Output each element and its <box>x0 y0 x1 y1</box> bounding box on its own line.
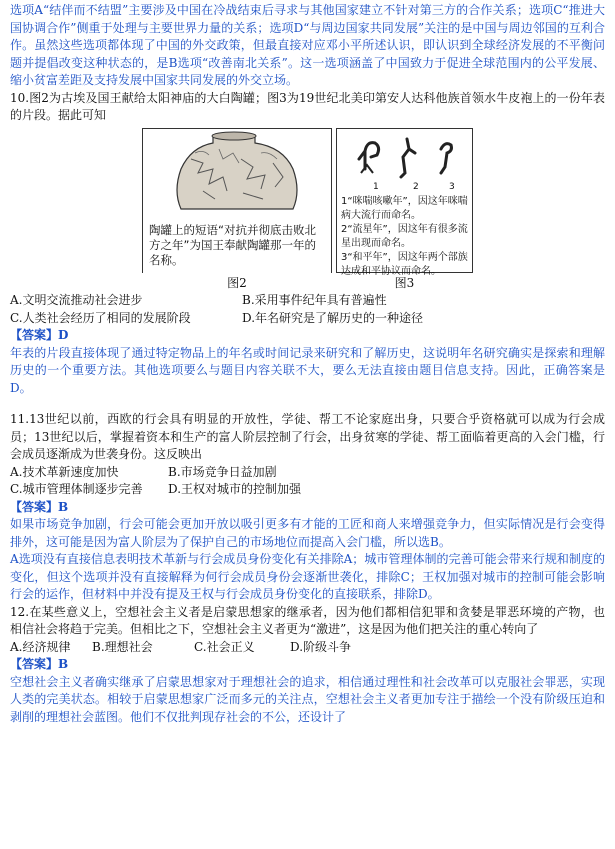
option-c: C.城市管理体制逐步完善 <box>10 482 143 496</box>
q10-figures <box>10 128 605 277</box>
q12-stem: 12.在某些意义上，空想社会主义者是启蒙思想家的继承者，因为他们都相信犯罪和贪婪是罪恶环境的产物，也相信社会将趋于完美。但相比之下，空想社会主义者更为“激进”，这是因为他们把关注的重心转向了 <box>10 604 605 636</box>
figure-3-caption: 图3 <box>394 275 415 290</box>
option-a: A.经济规律 <box>10 639 71 654</box>
glyph-number: 3 <box>449 181 455 192</box>
q10-stem: 10.图2为古埃及国王献给太阳神庙的大白陶罐；图3为19世纪北美印第安人达科他族首领水牛皮袍上的一份年表的片段。据此可知 <box>10 90 605 122</box>
option-c: C.社会正义 <box>194 639 255 654</box>
figure-2-description: 陶罐上的短语“对抗并彻底击败北方之年”为国王奉献陶罐那一年的名称。 <box>143 223 331 268</box>
legend-item: 2“流星年”，因这年有很多流星出现而命名。 <box>341 223 468 249</box>
figure-2-jar <box>142 128 332 273</box>
glyph-number: 2 <box>413 181 419 192</box>
legend-item: 3“和平年”，因这年两个部族达成和平协议而命名。 <box>341 251 468 277</box>
option-b: B.市场竞争日益加剧 <box>168 464 277 479</box>
intro-explanation: 选项A“结伴而不结盟”主要涉及中国在冷战结束后寻求与其他国家建立不针对第三方的合作关系；选项C“推进大国协调合作”侧重于处理与主要世界力量的关系；选项D“与周边国家共同发展”关注的是中国与周边邻国的互利合作。虽然这些选项都体现了中国的外交政策，但最直接对应邓小平所述认识，即认识到全球经济发展的不平衡问题并提倡改变这种状态的，是B选项“改善南北关系”。这一选项涵盖了中国致力于促进全球范围内的公平发展、缩小贫富差距及支持发展中国家共同发展的外交立场。 <box>10 3 605 87</box>
q10-explanation: 年表的片段直接体现了通过特定物品上的年名或时间记录来研究和了解历史，这说明年名研究确实是探索和理解历史的一个重要方法。其他选项要么与题目内容关联不大，要么无法直接由题目信息支持。因此，正确答案是D。 <box>10 345 605 395</box>
option-b: B.采用事件纪年具有普遍性 <box>242 293 387 307</box>
q12-options <box>10 639 605 657</box>
option-c: C.人类社会经历了相同的发展阶段 <box>10 310 191 325</box>
option-b: B.理想社会 <box>92 639 153 654</box>
q11-explanation-1: 如果市场竞争加剧，行会可能会更加开放以吸引更多有才能的工匠和商人来增强竞争力，但实际情况是行会变得排外，这可能是因为富人阶层为了保护自己的市场地位而提高入会门槛，所以选B。 <box>10 517 605 549</box>
figure-3-winter-count <box>336 128 473 277</box>
q11-explanation-2: A选项没有直接信息表明技术革新与行会成员身份变化有关排除A；城市管理体制的完善可能会带来行规和制度的变化，但这个选项并没有直接解释为何行会成员身份会逐渐世袭化，排除C；王权加强对城市的控制可能会影响行会的运作，但材料中并没有提及王权与行会成员身份变化的直接联系，排除D。 <box>10 552 605 601</box>
option-a: A.技术革新速度加快 <box>10 464 119 479</box>
option-a: A.文明交流推动社会进步 <box>10 293 143 307</box>
q12-answer: 【答案】B <box>10 657 69 671</box>
q10-options <box>10 292 605 327</box>
figure-2-caption: 图2 <box>227 275 247 290</box>
q12-explanation: 空想社会主义者确实继承了启蒙思想家对于理想社会的追求，相信通过理性和社会改革可以克服社会罪恶，实现人类的完美状态。相较于启蒙思想家广泛而多元的关注点，空想社会主义者更加专注于描绘一个没有阶级压迫和剥削的理想社会蓝图。他们不仅批判现存社会的不公，还设计了 <box>10 674 605 724</box>
option-d: D.王权对城市的控制加强 <box>168 482 302 496</box>
legend-item: 1“咪喘咳嗽年”，因这年咪喘病大流行而命名。 <box>341 195 468 221</box>
figure-captions <box>10 275 605 293</box>
option-d: D.阶级斗争 <box>290 639 352 654</box>
q11-options <box>10 464 605 499</box>
glyph-number: 1 <box>373 181 379 192</box>
figure-3-legend <box>341 195 469 279</box>
option-d: D.年名研究是了解历史的一种途径 <box>242 310 424 325</box>
q11-stem: 11.13世纪以前，西欧的行会具有明显的开放性，学徒、帮工不论家庭出身，只要合乎资格就可以成为行会成员；13世纪以后，掌握着资本和生产的富人阶层控制了行会，出身贫寒的学徒、帮工面临着更高的入会门槛，行会成员逐渐成为世袭身份。这反映出 <box>10 412 605 461</box>
q11-answer: 【答案】B <box>10 499 69 514</box>
q10-answer: 【答案】D <box>10 328 69 342</box>
